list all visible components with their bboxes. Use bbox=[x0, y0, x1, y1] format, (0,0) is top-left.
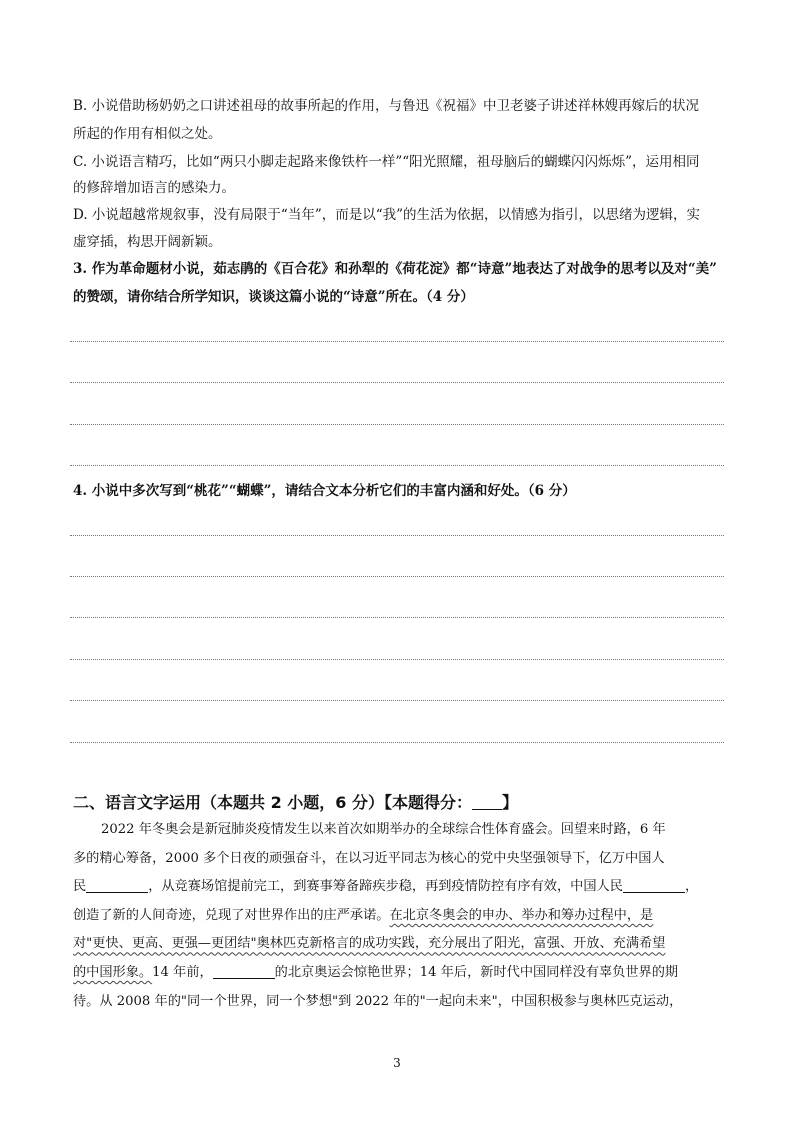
page-number: 3 bbox=[393, 1056, 401, 1070]
passage-line: 2022 年冬奥会是新冠肺炎疫情发生以来首次如期举办的全球综合性体育盛会。回望来时路，6 年 bbox=[101, 822, 666, 837]
option-c-line-2: 的修辞增加语言的感染力。 bbox=[73, 180, 235, 196]
passage-text: 创造了新的人间奇迹，兑现了对世界作出的庄严承诺。 bbox=[73, 907, 390, 923]
answer-line[interactable] bbox=[70, 535, 724, 536]
section-2-title: 二、语言文字运用（本题共 2 小题，6 分）【本题得分： bbox=[73, 793, 472, 812]
answer-line[interactable] bbox=[70, 742, 724, 743]
option-b-line-1: B. 小说借助杨奶奶之口讲述祖母的故事所起的作用，与鲁迅《祝福》中卫老婆子讲述祥林嫂再嫁后的状况 bbox=[73, 98, 700, 114]
passage-text: 14 年前， bbox=[152, 964, 213, 980]
option-d-line-1: D. 小说超越常规叙事，没有局限于“当年”，而是以“我”的生活为依据，以情感为指引，以思绪为逻辑，实 bbox=[73, 207, 701, 223]
passage-line: 待。从 2008 年的"同一个世界，同一个梦想"到 2022 年的"一起向未来"，中国积极参与奥林匹克运动， bbox=[73, 993, 683, 1009]
fill-blank-2[interactable] bbox=[623, 878, 685, 893]
passage-line: 多的精心筹备，2000 多个日夜的顽强奋斗，在以习近平同志为核心的党中央坚强领导下，亿万中国人 bbox=[73, 850, 665, 866]
passage-text: 的北京奥运会惊艳世界；14 年后，新时代中国同样没有辜负世界的期 bbox=[274, 964, 679, 980]
answer-line[interactable] bbox=[70, 382, 724, 383]
passage bbox=[73, 816, 727, 1016]
answer-line[interactable] bbox=[70, 700, 724, 701]
answer-line[interactable] bbox=[70, 617, 724, 618]
passage-line bbox=[73, 902, 727, 931]
fill-blank-3[interactable] bbox=[213, 964, 275, 979]
answer-line[interactable] bbox=[70, 424, 724, 425]
passage-text: 民 bbox=[73, 879, 87, 895]
option-c-line-1: C. 小说语言精巧，比如“两只小脚走起路来像铁杵一样”“阳光照耀，祖母脑后的蝴蝶闪闪烁烁”，运用相同 bbox=[73, 154, 700, 170]
passage-text: ，从竞赛场馆提前完工，到赛事筹备蹄疾步稳，再到疫情防控有序有效，中国人民 bbox=[148, 879, 623, 895]
passage-text: ， bbox=[684, 879, 699, 895]
underlined-sentence: 对"更快、更高、更强—更团结"奥林匹克新格言的成功实践，充分展出了阳光，富强、开放、充满希望 bbox=[73, 936, 666, 952]
passage-line bbox=[73, 959, 727, 988]
answer-line[interactable] bbox=[70, 659, 724, 660]
underlined-sentence: 的中国形象。 bbox=[73, 964, 153, 980]
option-d-line-2: 虚穿插，构思开阔新颖。 bbox=[73, 234, 222, 250]
answer-line[interactable] bbox=[70, 465, 724, 466]
answer-line[interactable] bbox=[70, 341, 724, 342]
question-3-line-1: 3. 作为革命题材小说，茹志鹃的《百合花》和孙犁的《荷花淀》都“诗意”地表达了对战争的思考以及对“美” bbox=[73, 261, 717, 277]
passage-line bbox=[73, 873, 727, 902]
question-3-line-2: 的赞颂，请你结合所学知识，谈谈这篇小说的“诗意”所在。（4 分） bbox=[73, 289, 474, 305]
score-blank[interactable] bbox=[472, 795, 502, 810]
question-4: 4. 小说中多次写到“桃花”“蝴蝶”，请结合文本分析它们的丰富内涵和好处。（6 分） bbox=[73, 483, 576, 499]
section-2-heading bbox=[73, 790, 518, 813]
underlined-sentence: 在北京冬奥会的申办、举办和筹办过程中，是 bbox=[389, 907, 654, 923]
option-b-line-2: 所起的作用有相似之处。 bbox=[73, 126, 222, 142]
section-2-title-end: 】 bbox=[501, 793, 518, 812]
fill-blank-1[interactable] bbox=[86, 878, 148, 893]
answer-line[interactable] bbox=[70, 576, 724, 577]
